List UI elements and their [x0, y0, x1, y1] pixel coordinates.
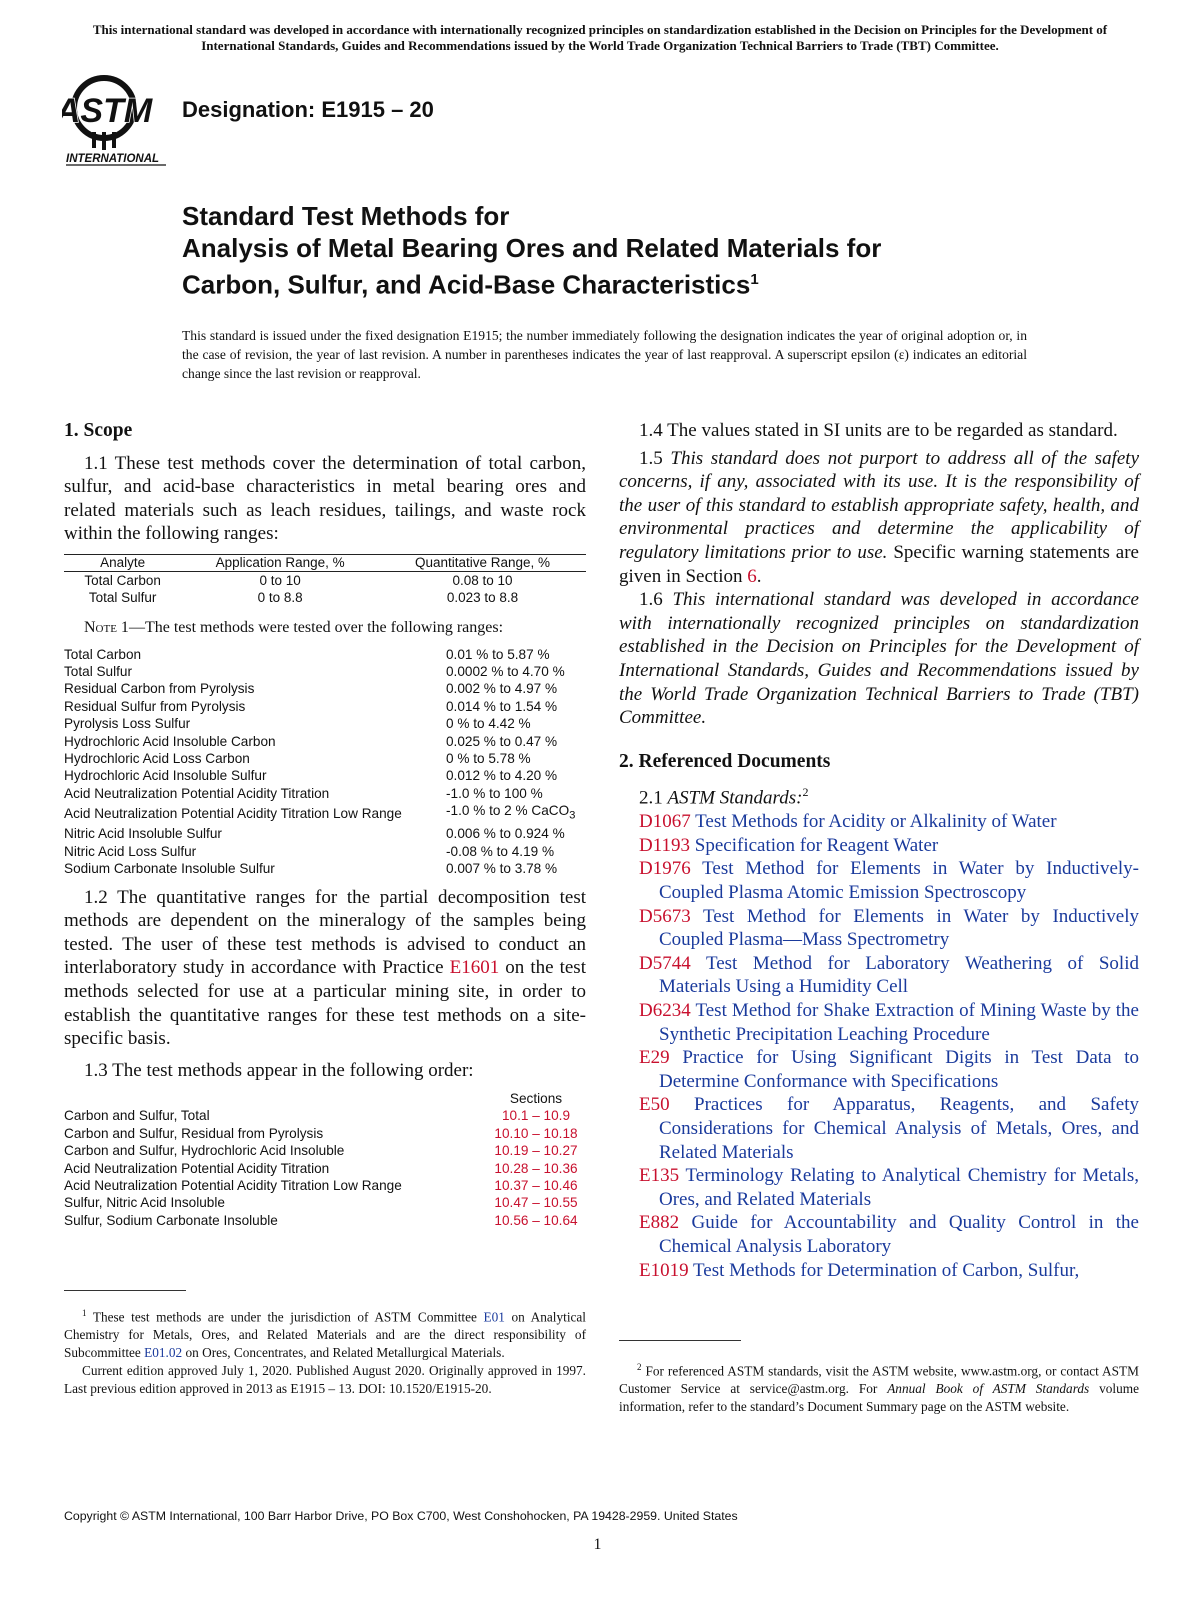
referenced-heading: 2. Referenced Documents: [619, 750, 831, 772]
ref-title-link[interactable]: Practices for Apparatus, Reagents, and Safety Considerations for Chemical Analysis of Metals, Ores, and Related Materials: [659, 1094, 1139, 1163]
range-cell: Total Sulfur: [88, 589, 157, 605]
note-analyte: Nitric Acid Loss Sulfur: [64, 843, 197, 859]
order-sections-link[interactable]: 10.10 – 10.18: [494, 1125, 578, 1141]
note-range: 0.0002 % to 4.70 %: [446, 663, 565, 679]
ref-title-link[interactable]: Specification for Reagent Water: [690, 834, 939, 856]
note-range: 0.012 % to 4.20 %: [446, 768, 558, 784]
note-analyte: Total Sulfur: [64, 663, 133, 679]
reference-list: [619, 810, 1139, 1282]
para-1-4: 1.4 The values stated in SI units are to be regarded as standard.: [639, 420, 1118, 441]
note-range: 0.01 % to 5.87 %: [446, 646, 550, 662]
order-method: Sulfur, Nitric Acid Insoluble: [64, 1195, 225, 1211]
note-analyte: Total Carbon: [64, 646, 142, 662]
ref-code-link[interactable]: D6234: [639, 999, 691, 1021]
astm-logo-icon: [62, 72, 172, 168]
note-range: 0.002 % to 4.97 %: [446, 681, 558, 697]
designation: Designation: E1915 – 20: [182, 97, 434, 122]
note-analyte: Hydrochloric Acid Insoluble Carbon: [64, 733, 276, 749]
note-range: 0.007 % to 3.78 %: [446, 861, 558, 877]
title-line-1: Standard Test Methods for: [182, 201, 510, 231]
ref-code-link[interactable]: D1067: [639, 811, 691, 833]
ref-code-link[interactable]: D5673: [639, 905, 691, 927]
note-analyte: Residual Sulfur from Pyrolysis: [64, 698, 246, 714]
order-header-sections: Sections: [509, 1091, 563, 1107]
order-method: Acid Neutralization Potential Acidity Titration: [64, 1160, 330, 1176]
list-item: [619, 1164, 1139, 1211]
list-item: [619, 1211, 1139, 1258]
document-title: [182, 200, 881, 301]
preamble: This standard is issued under the fixed designation E1915; the number immediately following the designation indicates the year of original adoption or, in the case of revision, the year of last revision. A number in parentheses indicates the year of last reapproval. A superscript epsilon (ε) indicates an editorial change since the last revision or reapproval.: [182, 328, 1027, 381]
ref-title-link[interactable]: Test Methods for Acidity or Alkalinity of Water: [690, 811, 1057, 833]
ref-code-link[interactable]: D1193: [639, 834, 691, 856]
ref-title-link[interactable]: Test Methods for Determination of Carbon, Sulfur,: [688, 1259, 1080, 1281]
ref-title-link[interactable]: Test Method for Elements in Water by Inductively-Coupled Plasma Atomic Emission Spectroscopy: [659, 858, 1139, 904]
list-item: [619, 1046, 1139, 1093]
title-line-3: Carbon, Sulfur, and Acid-Base Characteristics$^1$: [182, 269, 759, 300]
note-analyte: Pyrolysis Loss Sulfur: [64, 716, 191, 732]
para-1-3: 1.3 The test methods appear in the following order:: [84, 1059, 474, 1081]
list-item: [619, 905, 1139, 952]
order-sections-link[interactable]: 10.37 – 10.46: [494, 1177, 578, 1193]
note-analyte: Sodium Carbonate Insoluble Sulfur: [64, 861, 275, 877]
para-1-6: 1.6 This international standard was developed in accordance with internationally recognized principles on standardization established in the Decision on Principles for the Development of International Standards, Guides and Recommendations issued by the World Trade Organization Technical Barriers to Trade (TBT) Committee.: [619, 589, 1139, 729]
range-header-analyte: Analyte: [64, 554, 181, 571]
link-section-6[interactable]: 6: [747, 565, 757, 587]
order-sections-link[interactable]: 10.19 – 10.27: [494, 1143, 578, 1159]
order-sections-link[interactable]: 10.1 – 10.9: [501, 1108, 571, 1124]
order-method: Sulfur, Sodium Carbonate Insoluble: [64, 1212, 278, 1228]
svg-text:ASTM: ASTM: [62, 92, 153, 130]
ref-code-link[interactable]: E135: [639, 1165, 680, 1187]
footnote-ref-1[interactable]: 1: [750, 271, 759, 288]
range-cell: 0 to 10: [259, 572, 301, 588]
note-analyte: Hydrochloric Acid Insoluble Sulfur: [64, 768, 267, 784]
order-table: [64, 1090, 586, 1229]
note-range-table: [64, 646, 586, 878]
order-sections-link[interactable]: 10.28 – 10.36: [494, 1160, 578, 1176]
list-item: [619, 834, 1139, 858]
link-e01[interactable]: E01: [483, 1309, 505, 1325]
table-row: [64, 698, 586, 715]
list-item: [619, 999, 1139, 1046]
note-range: 0.014 % to 1.54 %: [446, 698, 558, 714]
order-sections-link[interactable]: 10.47 – 10.55: [494, 1195, 578, 1211]
table-row: [64, 1177, 586, 1194]
table-row: [64, 1160, 586, 1177]
note-range: 0.006 % to 0.924 %: [446, 826, 565, 842]
table-row: [64, 750, 586, 767]
range-cell: Total Carbon: [84, 572, 161, 588]
ref-title-link[interactable]: Guide for Accountability and Quality Control in the Chemical Analysis Laboratory: [659, 1212, 1139, 1257]
list-item: [619, 857, 1139, 904]
note-1: Note 1—The test methods were tested over the following ranges:: [84, 618, 504, 636]
footnote-rule-left: [64, 1290, 186, 1291]
table-row: [64, 680, 586, 697]
ref-code-link[interactable]: E882: [639, 1212, 680, 1234]
ref-code-link[interactable]: D5744: [639, 952, 691, 974]
range-header-application: Application Range, %: [181, 554, 379, 571]
ref-title-link[interactable]: Practice for Using Significant Digits in Test Data to Determine Conformance with Specifications: [659, 1047, 1139, 1092]
range-table: [64, 554, 586, 606]
table-row: [64, 785, 586, 802]
table-row: [64, 589, 586, 606]
title-line-2: Analysis of Metal Bearing Ores and Related Materials for: [182, 233, 882, 263]
note-range: 0 % to 5.78 %: [446, 751, 531, 766]
para-1-5: 1.5 This standard does not purport to address all of the safety concerns, if any, associated with its use. It is the responsibility of the user of this standard to establish appropriate safety, health, and environmental practices and determine the applicability of regulatory limitations prior to use. Specific warning statements are given in Section 6.: [619, 447, 1139, 587]
note-range: 0.025 % to 0.47 %: [446, 733, 558, 749]
note-analyte: Hydrochloric Acid Loss Carbon: [64, 751, 250, 766]
ref-title-link[interactable]: Test Method for Elements in Water by Inductively Coupled Plasma—Mass Spectrometry: [659, 905, 1139, 951]
range-cell: 0 to 8.8: [257, 589, 303, 605]
ref-code-link[interactable]: E29: [639, 1047, 670, 1069]
note-analyte: Acid Neutralization Potential Acidity Titration: [64, 785, 330, 801]
order-method: Carbon and Sulfur, Total: [64, 1108, 210, 1124]
table-row: [64, 1212, 586, 1229]
list-item: [619, 1259, 1139, 1283]
ref-title-link[interactable]: Terminology Relating to Analytical Chemistry for Metals, Ores, and Related Materials: [659, 1165, 1139, 1210]
footnote-rule-right: [619, 1340, 741, 1341]
table-row: [64, 663, 586, 680]
left-column: [64, 419, 586, 1229]
right-column: [619, 419, 1139, 1282]
table-row: [64, 715, 586, 732]
ref-code-link[interactable]: D1976: [639, 858, 691, 880]
note-analyte: Nitric Acid Insoluble Sulfur: [64, 826, 222, 842]
ref-code-link[interactable]: E1019: [639, 1259, 689, 1281]
footnote-ref-2[interactable]: 2: [802, 785, 809, 800]
order-method: Acid Neutralization Potential Acidity Titration Low Range: [64, 1177, 402, 1193]
ref-code-link[interactable]: E50: [639, 1094, 670, 1116]
note-analyte: Acid Neutralization Potential Acidity Titration Low Range: [64, 806, 402, 822]
ref-title-link[interactable]: Test Method for Shake Extraction of Mining Waste by the Synthetic Precipitation Leaching Procedure: [659, 999, 1139, 1045]
note-range: -0.08 % to 4.19 %: [446, 843, 555, 859]
footnote-2: $^2$ For referenced ASTM standards, visit the ASTM website, www.astm.org, or contact ASTM Customer Service at service@astm.org. For Annual Book of ASTM Standards volume information, refer to the standard’s Document Summary page on the ASTM website.: [619, 1362, 1139, 1415]
note-range: 0 % to 4.42 %: [446, 716, 531, 732]
link-e01-02[interactable]: E01.02: [144, 1345, 183, 1361]
table-row: [64, 825, 586, 842]
para-1-1: 1.1 These test methods cover the determination of total carbon, sulfur, and acid-base characteristics in metal bearing ores and related materials such as leach residues, tailings, and waste rock within the following ranges:: [64, 452, 586, 545]
astm-logo: [62, 72, 172, 168]
list-item: [619, 952, 1139, 999]
scope-heading: 1. Scope: [64, 420, 133, 441]
range-cell: 0.08 to 10: [452, 572, 513, 588]
copyright: Copyright © ASTM International, 100 Barr Harbor Drive, PO Box C700, West Conshohocken, PA 19428-2959. United States: [64, 1509, 738, 1523]
svg-text:INTERNATIONAL: INTERNATIONAL: [66, 153, 160, 165]
order-sections-link[interactable]: 10.56 – 10.64: [494, 1212, 578, 1228]
table-row: [64, 1107, 586, 1124]
note-range: -1.0 % to 2 % CaCO$_3$: [446, 803, 576, 822]
order-method: Carbon and Sulfur, Hydrochloric Acid Insoluble: [64, 1143, 345, 1159]
table-row: [64, 767, 586, 784]
page-number: 1: [593, 1536, 602, 1553]
table-row: [64, 646, 586, 663]
astm-standards-subheading: 2.1 ASTM Standards:$^2$: [639, 785, 809, 809]
table-row: [64, 571, 586, 589]
para-1-2: 1.2 The quantitative ranges for the partial decomposition test methods are dependent on the mineralogy of the samples being tested. The user of these test methods is advised to conduct an interlaboratory study in accordance with Practice E1601 on the test methods selected for use at a particular mining site, in order to establish the quantitative ranges for these test methods on a site-specific basis.: [64, 886, 586, 1050]
table-row: [64, 1142, 586, 1159]
table-row: [64, 860, 586, 877]
note-range: -1.0 % to 100 %: [446, 785, 543, 801]
list-item: [619, 1093, 1139, 1164]
table-row: [64, 802, 586, 825]
list-item: [619, 810, 1139, 834]
table-row: [64, 1125, 586, 1142]
range-cell: 0.023 to 8.8: [446, 589, 519, 605]
note-analyte: Residual Carbon from Pyrolysis: [64, 681, 255, 697]
top-note: This international standard was developed in accordance with internationally recognized principles on standardization established in the Decision on Principles for the Development of International Standards, Guides and Recommendations issued by the World Trade Organization Technical Barriers to Trade (TBT) Committee.: [92, 22, 1108, 53]
table-row: [64, 843, 586, 860]
table-row: [64, 1194, 586, 1211]
range-header-quantitative: Quantitative Range, %: [379, 554, 586, 571]
table-row: [64, 733, 586, 750]
link-e1601[interactable]: E1601: [449, 957, 500, 979]
footnote-1: $^1$ These test methods are under the jurisdiction of ASTM Committee E01 on Analytical Chemistry for Metals, Ores, and Related Materials and are the direct responsibility of Subcommittee E01.02 on Ores, Concentrates, and Related Metallurgical Materials. Current edition approved July 1, 2020. Published August 2020. Originally approved in 1997. Last previous edition approved in 2013 as E1915 – 13. DOI: 10.1520/E1915-20.: [64, 1308, 587, 1397]
ref-title-link[interactable]: Test Method for Laboratory Weathering of Solid Materials Using a Humidity Cell: [659, 952, 1139, 998]
order-method: Carbon and Sulfur, Residual from Pyrolysis: [64, 1125, 324, 1141]
